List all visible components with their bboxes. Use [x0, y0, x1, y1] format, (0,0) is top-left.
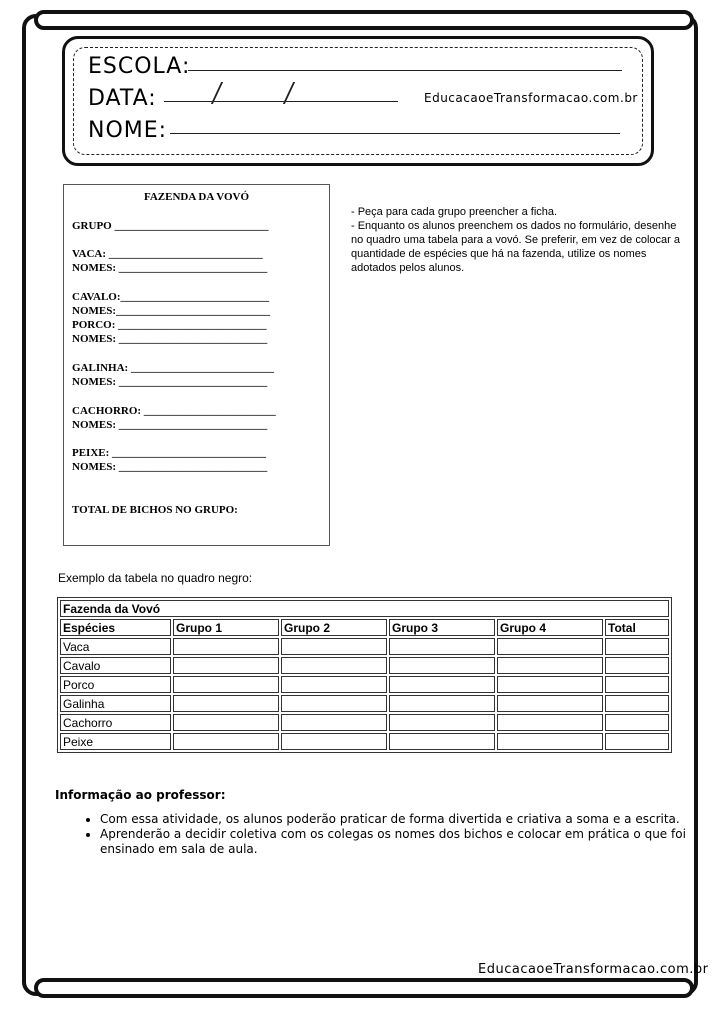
form-line-cachorro-nomes[interactable]: NOMES: ___________________________	[72, 419, 268, 431]
row-label-cachorro: Cachorro	[60, 714, 171, 731]
form-line-vaca[interactable]: VACA: ____________________________	[72, 248, 263, 260]
table-cell[interactable]	[173, 733, 279, 750]
table-row	[60, 733, 669, 750]
table-cell[interactable]	[497, 657, 603, 674]
header-grupo-1: Grupo 1	[173, 619, 279, 636]
data-label: DATA:	[88, 86, 157, 111]
header-grupo-4: Grupo 4	[497, 619, 603, 636]
table-cell[interactable]	[281, 695, 387, 712]
table-cell[interactable]	[497, 714, 603, 731]
header-total: Total	[605, 619, 669, 636]
info-list	[80, 812, 690, 857]
info-item-1: • Com essa atividade, os alunos poderão praticar de forma divertida e criativa a soma e a escrita.	[100, 812, 690, 827]
form-line-total: TOTAL DE BICHOS NO GRUPO:	[72, 504, 238, 516]
table-row	[60, 695, 669, 712]
form-line-porco-nomes[interactable]: NOMES: ___________________________	[72, 333, 268, 345]
table-cell[interactable]	[173, 638, 279, 655]
table-cell[interactable]	[605, 695, 669, 712]
row-label-peixe: Peixe	[60, 733, 171, 750]
instruction-2: - Enquanto os alunos preenchem os dados no formulário, desenhe no quadro uma tabela para a vovó. Se preferir, em vez de colocar a quantidade de espécies que há na fazenda, utilize os nomes adotados pelos alunos.	[351, 220, 680, 274]
example-table-title: Fazenda da Vovó	[60, 600, 669, 617]
data-line[interactable]	[164, 101, 398, 102]
table-row	[60, 657, 669, 674]
row-label-vaca: Vaca	[60, 638, 171, 655]
row-label-porco: Porco	[60, 676, 171, 693]
table-cell[interactable]	[389, 733, 495, 750]
form-line-grupo[interactable]: GRUPO ____________________________	[72, 220, 269, 232]
info-title: Informação ao professor:	[55, 788, 226, 802]
instruction-1: - Peça para cada grupo preencher a ficha.	[351, 206, 558, 218]
table-cell[interactable]	[605, 638, 669, 655]
table-cell[interactable]	[281, 657, 387, 674]
example-table	[57, 597, 672, 753]
form-line-peixe[interactable]: PEIXE: ____________________________	[72, 447, 267, 459]
nome-line[interactable]	[170, 133, 620, 134]
table-row	[60, 714, 669, 731]
form-line-cachorro[interactable]: CACHORRO: ________________________	[72, 405, 276, 417]
table-cell[interactable]	[389, 676, 495, 693]
form-line-vaca-nomes[interactable]: NOMES: ___________________________	[72, 262, 268, 274]
form-line-galinha-nomes[interactable]: NOMES: ___________________________	[72, 376, 268, 388]
table-cell[interactable]	[497, 676, 603, 693]
table-cell[interactable]	[281, 638, 387, 655]
table-cell[interactable]	[173, 714, 279, 731]
form-box	[63, 184, 330, 546]
escola-label: ESCOLA:	[88, 54, 191, 79]
form-line-porco[interactable]: PORCO: ___________________________	[72, 319, 267, 331]
table-row	[60, 676, 669, 693]
table-cell[interactable]	[173, 676, 279, 693]
header-especies: Espécies	[60, 619, 171, 636]
table-cell[interactable]	[173, 695, 279, 712]
table-row	[60, 638, 669, 655]
form-line-cavalo-nomes[interactable]: NOMES:____________________________	[72, 305, 270, 317]
table-cell[interactable]	[497, 733, 603, 750]
form-line-peixe-nomes[interactable]: NOMES: ___________________________	[72, 461, 268, 473]
table-cell[interactable]	[605, 676, 669, 693]
row-label-cavalo: Cavalo	[60, 657, 171, 674]
table-cell[interactable]	[389, 657, 495, 674]
table-cell[interactable]	[389, 638, 495, 655]
header-grupo-2: Grupo 2	[281, 619, 387, 636]
instructions	[351, 205, 681, 275]
header-site: EducacaoeTransformacao.com.br	[424, 91, 638, 105]
info-item-2: • Aprenderão a decidir coletiva com os colegas os nomes dos bichos e colocar em prática o que foi ensinado em sala de aula.	[100, 827, 690, 857]
table-cell[interactable]	[281, 733, 387, 750]
header-grupo-3: Grupo 3	[389, 619, 495, 636]
table-cell[interactable]	[497, 695, 603, 712]
table-cell[interactable]	[389, 714, 495, 731]
form-title: FAZENDA DA VOVÓ	[143, 191, 250, 203]
scroll-top-decoration	[34, 10, 694, 30]
table-cell[interactable]	[605, 733, 669, 750]
table-cell[interactable]	[281, 714, 387, 731]
example-label: Exemplo da tabela no quadro negro:	[58, 571, 253, 585]
table-cell[interactable]	[605, 714, 669, 731]
table-cell[interactable]	[173, 657, 279, 674]
form-line-cavalo[interactable]: CAVALO:___________________________	[72, 291, 269, 303]
form-line-galinha[interactable]: GALINHA: __________________________	[72, 362, 274, 374]
table-cell[interactable]	[497, 638, 603, 655]
table-cell[interactable]	[605, 657, 669, 674]
table-cell[interactable]	[389, 695, 495, 712]
footer-site: EducacaoeTransformacao.com.br	[478, 962, 709, 977]
scroll-bottom-decoration	[34, 978, 694, 998]
escola-line[interactable]	[188, 70, 622, 71]
row-label-galinha: Galinha	[60, 695, 171, 712]
nome-label: NOME:	[88, 118, 168, 143]
table-cell[interactable]	[281, 676, 387, 693]
